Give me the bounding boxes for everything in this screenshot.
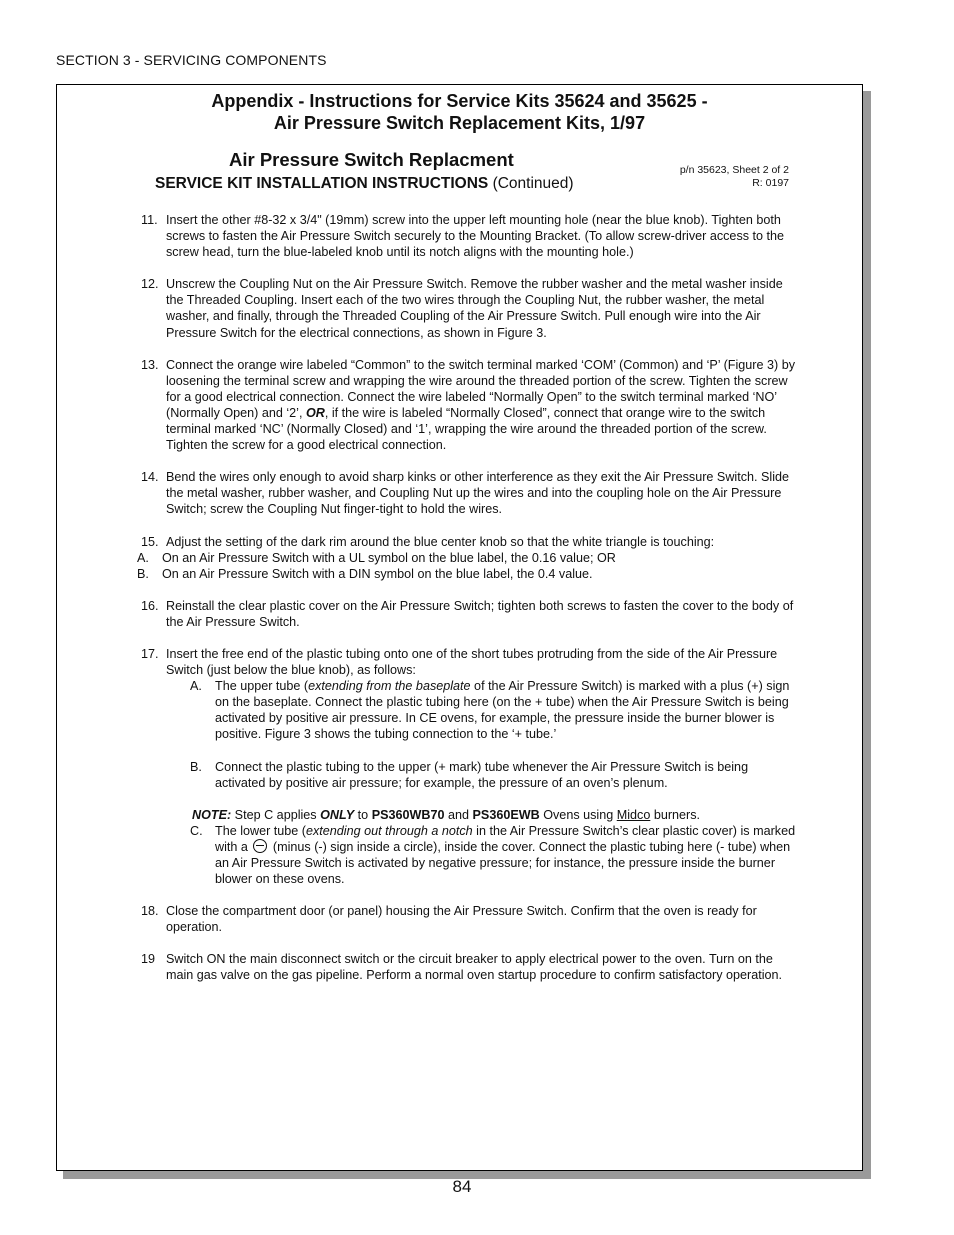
substep-text: On an Air Pressure Switch with a DIN symbol on the blue label, the 0.4 value. bbox=[162, 566, 593, 581]
step-text-part: Connect the orange wire labeled “Common” to the switch terminal marked ‘COM’ (Common) and ‘P’ (Figure 3) by loosening the terminal screw and wrapping the wire around the threaded portion of the screw. Tighten the screw for a good electrical connection. Connect the wire labeled “Normally Open” to the switch terminal marked ‘NO’ (Normally Open) and ‘2’, bbox=[166, 357, 795, 420]
midco-brand: Midco bbox=[616, 807, 651, 822]
revision: R: 0197 bbox=[752, 177, 789, 189]
note-text: burners. bbox=[650, 807, 701, 822]
appendix-title-line1: Appendix - Instructions for Service Kits 35624 and 35625 - bbox=[211, 91, 708, 111]
step-text: Bend the wires only enough to avoid sharp kinks or other interference as they exit the Air Pressure Switch. Slide the metal washer, rubber washer, and Coupling Nut up the wires and into the coupling hole on the Air Pressure Switch; screw the Coupling Nut finger-tight to hold the wires. bbox=[166, 470, 790, 517]
steps-list bbox=[137, 212, 797, 1000]
step-15 bbox=[137, 534, 797, 582]
model-1: PS360WB70 bbox=[371, 807, 445, 822]
substep-a bbox=[166, 678, 797, 742]
substep-text: On an Air Pressure Switch with a UL symbol on the blue label, the 0.16 value; OR bbox=[162, 550, 616, 565]
step-number: 12. bbox=[141, 277, 159, 292]
step-text: Adjust the setting of the dark rim around the blue center knob so that the white triangle is touching: bbox=[166, 534, 715, 549]
step-number: 11. bbox=[141, 213, 158, 227]
step-text: Unscrew the Coupling Nut on the Air Pressure Switch. Remove the rubber washer and the metal washer inside the Threaded Coupling. Insert each of the two wires through the Coupling Nut, the rubber washer, the metal washer, and finally, through the Threaded Coupling of the Air Pressure Switch. Pull enough wire into the Air Pressure Switch for the electrical connections, as shown in Figure 3. bbox=[166, 277, 783, 340]
appendix-title-line2: Air Pressure Switch Replacement Kits, 1/97 bbox=[273, 113, 646, 133]
substep-letter: C. bbox=[190, 823, 203, 838]
minus-circle-icon bbox=[253, 839, 267, 853]
substep-text-part: (minus (-) sign inside a circle), inside the cover. Connect the plastic tubing here (- tube) when an Air Pressure Switch is activated by negative pressure; for instance, the pressure inside the burner blower on these ovens. bbox=[215, 839, 791, 887]
substep-b bbox=[166, 759, 797, 791]
substep-letter: B. bbox=[190, 759, 202, 774]
note bbox=[166, 807, 797, 823]
model-2: PS360EWB bbox=[472, 807, 540, 822]
part-number bbox=[680, 164, 789, 190]
step-17 bbox=[137, 646, 797, 887]
kit-subtitle-bold: SERVICE KIT INSTALLATION INSTRUCTIONS bbox=[155, 175, 489, 192]
step-13 bbox=[137, 357, 797, 454]
step-16 bbox=[137, 598, 797, 630]
or-emphasis: OR bbox=[305, 405, 325, 420]
note-label: NOTE: bbox=[192, 807, 232, 822]
step-18 bbox=[137, 903, 797, 935]
substep-c bbox=[166, 823, 797, 887]
step-number: 18. bbox=[141, 904, 159, 919]
substep-letter: B. bbox=[137, 566, 149, 581]
step-14 bbox=[137, 469, 797, 517]
substep-italic: extending from the baseplate bbox=[308, 679, 471, 694]
page-number: 84 bbox=[452, 1177, 472, 1196]
step-number: 15. bbox=[141, 534, 159, 549]
step-19 bbox=[137, 951, 797, 983]
spacer bbox=[166, 743, 797, 759]
kit-subtitle-rest: (Continued) bbox=[488, 175, 574, 192]
step-text-part: , if the wire is labeled “Normally Closed”, connect that orange wire to the switch terminal marked ‘NC’ (Normally Closed) and ‘1’, wrapping the wire around the threaded portion of the screw. Tighten the screw for a good electrical connection. bbox=[166, 405, 767, 453]
substep-letter: A. bbox=[137, 550, 149, 565]
step-text: Switch ON the main disconnect switch or the circuit breaker to apply electrical power to the oven. Turn on the main gas valve on the gas pipeline. Perform a normal oven startup procedure to confirm satisfactory operation. bbox=[166, 952, 783, 983]
substep-text bbox=[215, 824, 795, 886]
section-header: SECTION 3 - SERVICING COMPONENTS bbox=[56, 52, 327, 68]
substep-text-part: The upper tube ( bbox=[215, 679, 309, 694]
part-number-line1: p/n 35623, Sheet 2 of 2 bbox=[679, 164, 789, 176]
substep-text-part: The lower tube ( bbox=[215, 823, 306, 838]
note-text: to bbox=[354, 807, 372, 822]
step-text bbox=[166, 358, 795, 452]
substep-text-part: of the Air Pressure Switch) is marked with a plus (+) sign on the baseplate. Connect the plastic tubing here (on the + tube) when the Air Pressure Switch is being activated by positive air pressure. In CE ovens, for example, the pressure inside the burner blower is positive. Figure 3 shows the tubing connection to the ‘+ tube.’ bbox=[215, 679, 790, 742]
step-12 bbox=[137, 276, 797, 340]
step-number: 13. bbox=[141, 357, 159, 372]
kit-subtitle bbox=[155, 175, 574, 193]
step-text: Insert the free end of the plastic tubing onto one of the short tubes protruding from the side of the Air Pressure Switch (just below the blue knob), as follows: bbox=[166, 646, 778, 678]
substep-text: Connect the plastic tubing to the upper (+ mark) tube whenever the Air Pressure Switch is being activated by positive air pressure; for example, the pressure of an oven’s plenum. bbox=[215, 759, 749, 790]
step-text: Reinstall the clear plastic cover on the Air Pressure Switch; tighten both screws to fasten the cover to the body of the Air Pressure Switch. bbox=[166, 598, 794, 629]
substep-text-part: in the Air Pressure Switch’s clear plastic cover) is marked with a bbox=[215, 823, 796, 854]
step-number: 16. bbox=[141, 598, 159, 613]
step-number: 19 bbox=[141, 952, 156, 967]
step-number: 17. bbox=[141, 646, 159, 661]
step-11 bbox=[137, 212, 797, 260]
note-text: Ovens using bbox=[539, 807, 617, 822]
kit-title: Air Pressure Switch Replacment bbox=[229, 149, 514, 170]
note-text: Step C applies bbox=[231, 807, 321, 822]
appendix-title bbox=[57, 90, 862, 134]
note-only: ONLY bbox=[320, 807, 355, 822]
substep-letter: A. bbox=[190, 679, 202, 694]
substep-italic: extending out through a notch bbox=[306, 823, 473, 838]
substep-b bbox=[137, 566, 797, 582]
substep-a bbox=[137, 550, 797, 566]
note-text: and bbox=[444, 807, 473, 822]
step-text: Close the compartment door (or panel) housing the Air Pressure Switch. Confirm that the oven is ready for operation. bbox=[166, 904, 757, 935]
step-text: Insert the other #8-32 x 3/4" (19mm) screw into the upper left mounting hole (near the blue knob). Tighten both screws to fasten the Air Pressure Switch securely to the Mounting Bracket. (To allow screw-driver access to the screw head, turn the blue-labeled knob until its notch aligns with the mounting hole.) bbox=[166, 213, 785, 260]
content-box bbox=[56, 84, 863, 1171]
step-number: 14. bbox=[141, 470, 159, 485]
substep-text bbox=[215, 679, 789, 741]
